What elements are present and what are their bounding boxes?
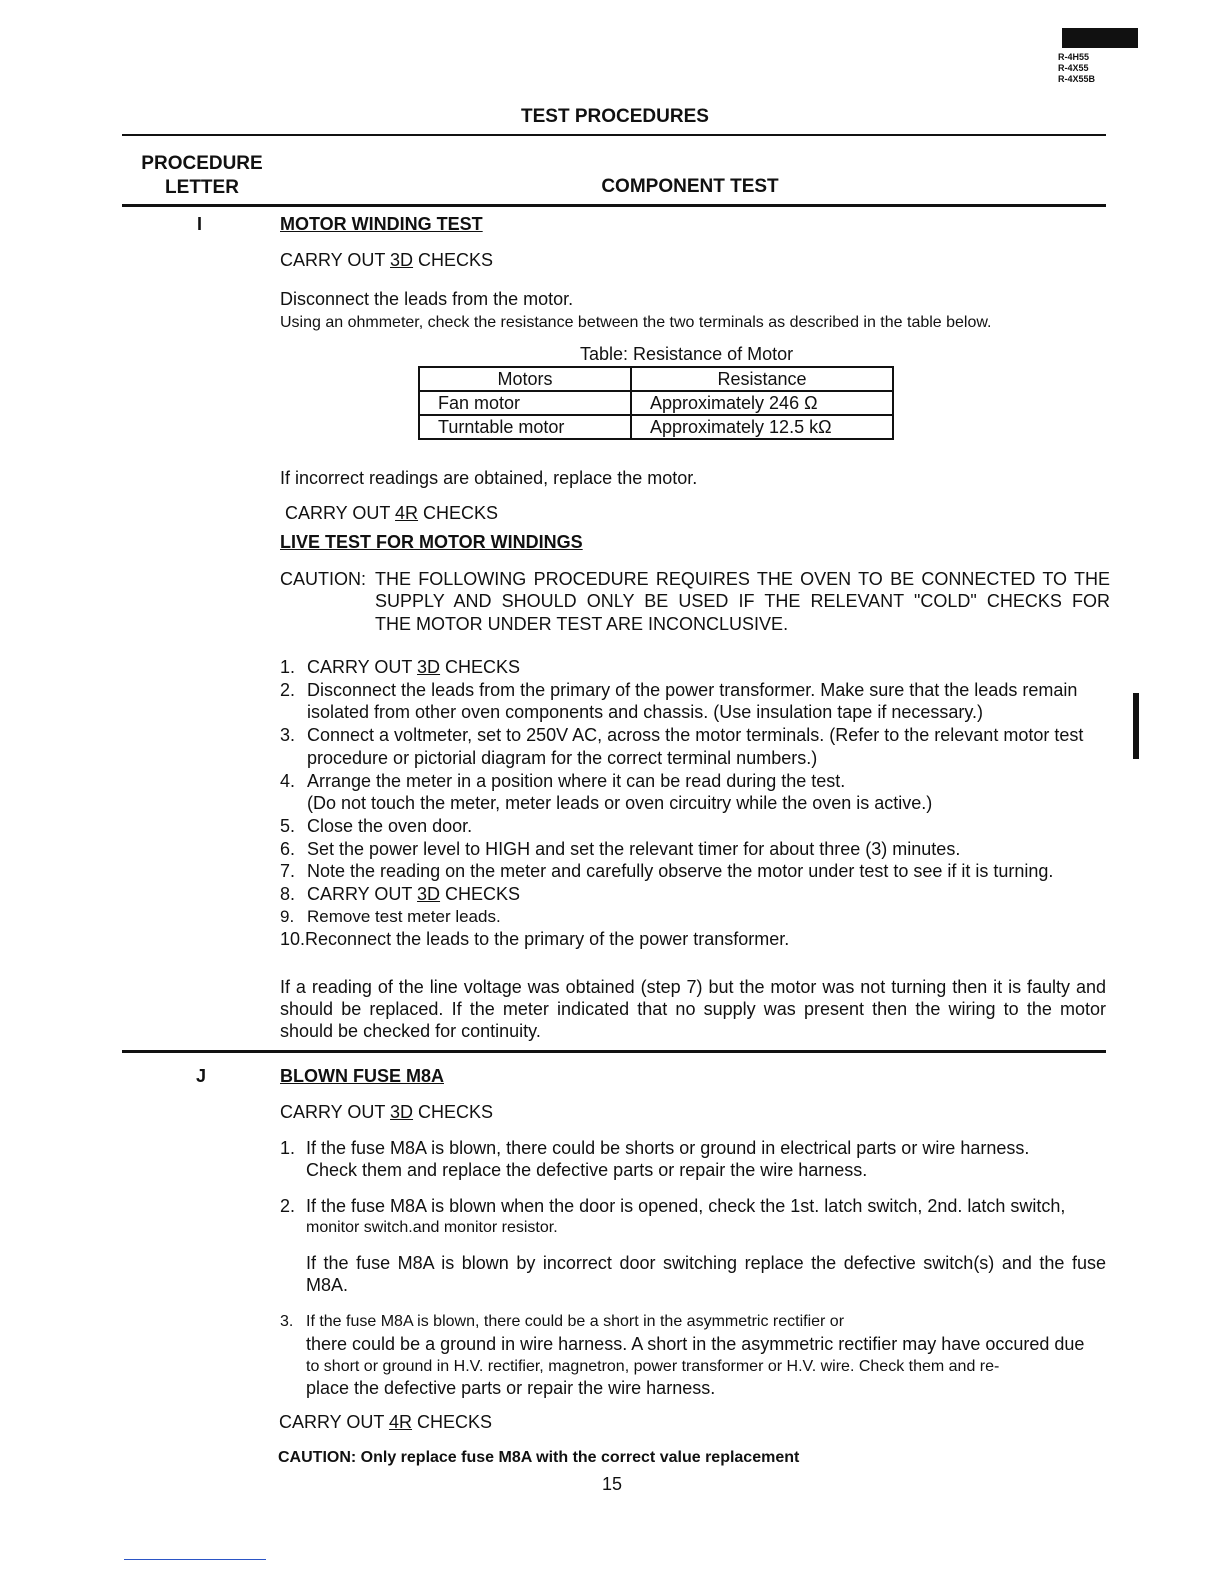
motor-resistance-table [418, 366, 894, 440]
step-number: 1. [280, 657, 296, 677]
list-item [280, 724, 1110, 769]
replace-motor-text: If incorrect readings are obtained, replace the motor. [280, 468, 698, 488]
table-row [419, 415, 893, 439]
carry-text: CHECKS [412, 1412, 493, 1432]
item-paragraph: If the fuse M8A is blown by incorrect door switching replace the defective switch(s) and the fuse M8A. [306, 1253, 1106, 1295]
step-number: 10. [280, 929, 306, 950]
item-line: place the defective parts or repair the wire harness. [306, 1378, 716, 1398]
caution-line: THE MOTOR UNDER TEST ARE INCONCLUSIVE. [375, 614, 789, 634]
table-caption: Table: Resistance of Motor [580, 344, 794, 364]
header-line: PROCEDURE [141, 153, 263, 174]
item-line: If the fuse M8A is blown, there could be a short in the asymmetric rectifier or [306, 1313, 845, 1330]
header-rule [122, 204, 1106, 207]
step-number: 8. [280, 884, 296, 905]
carry-out-4r-checks [285, 502, 498, 524]
step-text-part: CHECKS [440, 884, 521, 905]
caution-label: CAUTION: [280, 569, 367, 589]
step-number: 3. [280, 725, 296, 746]
step-line: Connect a voltmeter, set to 250V AC, across the motor terminals. (Refer to the relevant motor test [307, 725, 1084, 746]
table-cell: Fan motor [419, 391, 631, 415]
carry-text: CARRY OUT [280, 250, 391, 270]
table-cell: Turntable motor [419, 415, 631, 439]
step-text-part: CHECKS [440, 657, 521, 677]
header-line: LETTER [165, 177, 239, 198]
table-header-cell: Motors [419, 367, 631, 391]
carry-out-4r-checks [279, 1411, 492, 1433]
fuse-caution-note: CAUTION: Only replace fuse M8A with the correct value replacement [278, 1449, 800, 1466]
step-number: 7. [280, 861, 296, 882]
step-number: 2. [280, 679, 296, 700]
step-text: Set the power level to HIGH and set the relevant timer for about three (3) minutes. [307, 838, 961, 859]
check-code: 3D [390, 1102, 414, 1122]
section-rule [122, 1050, 1106, 1053]
step-text [307, 770, 1110, 815]
component-test-header: COMPONENT TEST [601, 176, 779, 197]
check-code: 4R [389, 1412, 413, 1432]
carry-text: CHECKS [413, 1102, 494, 1122]
list-item [280, 770, 1110, 815]
table-header-cell: Resistance [631, 367, 893, 391]
model-number: R-4X55B [1058, 74, 1096, 84]
motor-winding-test-heading: MOTOR WINDING TEST [280, 214, 483, 234]
step-text: Note the reading on the meter and carefully observe the motor under test to see if it is turning. [307, 861, 1054, 882]
check-code: 3D [417, 884, 441, 905]
disconnect-leads-text: Disconnect the leads from the motor. [280, 289, 574, 309]
model-number: R-4X55 [1058, 63, 1089, 73]
step-number: 9. [280, 906, 295, 926]
procedure-letter-j: J [196, 1066, 207, 1086]
carry-text: CARRY OUT [280, 1102, 391, 1122]
caution-line: SUPPLY AND SHOULD ONLY BE USED IF THE RELEVANT "COLD" CHECKS FOR [375, 591, 1110, 611]
header-black-block [1062, 28, 1138, 48]
carry-out-3d-checks [280, 1101, 493, 1123]
list-item [280, 815, 1110, 838]
item-line: there could be a ground in wire harness. A short in the asymmetric rectifier may have occured due [306, 1334, 1085, 1354]
check-code: 4R [395, 503, 419, 523]
item-number: 2. [280, 1196, 296, 1216]
list-item [280, 883, 1110, 906]
table-header-row [419, 367, 893, 391]
item-line: If the fuse M8A is blown, there could be shorts or ground in electrical parts or wire harness. [306, 1138, 1030, 1158]
list-item [280, 838, 1110, 861]
procedure-letter-header [122, 152, 282, 200]
item-line: monitor switch.and monitor resistor. [306, 1219, 558, 1236]
step-line: Arrange the meter in a position where it can be read during the test. [307, 770, 846, 791]
step-number: 4. [280, 770, 296, 791]
live-test-heading: LIVE TEST FOR MOTOR WINDINGS [280, 532, 583, 552]
check-code: 3D [417, 657, 441, 677]
procedure-letter-i: I [197, 214, 203, 234]
step-text [307, 883, 1110, 906]
step-text: Remove test meter leads. [307, 906, 501, 926]
list-item [280, 656, 1110, 679]
item-line: Check them and replace the defective parts or repair the wire harness. [306, 1160, 868, 1180]
step-text [307, 724, 1110, 769]
blown-fuse-heading: BLOWN FUSE M8A [280, 1066, 444, 1086]
list-item [280, 928, 1110, 951]
model-list [1058, 52, 1118, 85]
step-text-part: CARRY OUT [307, 657, 418, 677]
live-test-steps [280, 656, 1110, 951]
table-cell: Approximately 246 Ω [631, 391, 893, 415]
step-text [307, 679, 1110, 724]
page-number: 15 [601, 1474, 623, 1494]
carry-text: CARRY OUT [279, 1412, 390, 1432]
caution-line: THE FOLLOWING PROCEDURE REQUIRES THE OVEN TO BE CONNECTED TO THE [375, 569, 1110, 589]
model-number: R-4H55 [1058, 52, 1090, 62]
list-item [280, 860, 1110, 883]
check-code: 3D [390, 250, 414, 270]
list-item [280, 679, 1110, 724]
page-title: TEST PROCEDURES [521, 106, 709, 127]
table-cell: Approximately 12.5 kΩ [631, 415, 893, 439]
carry-text: CHECKS [418, 503, 499, 523]
step-line: procedure or pictorial diagram for the correct terminal numbers.) [307, 747, 818, 768]
item-number: 3. [280, 1313, 294, 1330]
step-line: Disconnect the leads from the primary of the power transformer. Make sure that the leads remain [307, 679, 1078, 700]
carry-text: CHECKS [413, 250, 494, 270]
carry-out-3d-checks [280, 249, 493, 271]
ohmmeter-instruction: Using an ohmmeter, check the resistance between the two terminals as described in the table below. [280, 314, 992, 331]
step-text: Reconnect the leads to the primary of the power transformer. [305, 929, 790, 950]
step-number: 6. [280, 838, 296, 859]
carry-text: CARRY OUT [285, 503, 396, 523]
revision-bar [1133, 693, 1139, 759]
footer-line [124, 1559, 266, 1560]
item-line: to short or ground in H.V. rectifier, magnetron, power transformer or H.V. wire. Check them and re- [306, 1358, 1000, 1375]
conclusion-paragraph: If a reading of the line voltage was obtained (step 7) but the motor was not turning then it is faulty and should be replaced. If the meter indicated that no supply was present then the wiring to the motor should be checked for continuity. [280, 977, 1106, 1041]
table-row [419, 391, 893, 415]
item-line: If the fuse M8A is blown when the door is opened, check the 1st. latch switch, 2nd. latch switch, [306, 1196, 1066, 1216]
step-line: (Do not touch the meter, meter leads or oven circuitry while the oven is active.) [307, 793, 933, 814]
step-text [307, 656, 1110, 679]
list-item [280, 906, 1110, 929]
item-number: 1. [280, 1138, 296, 1158]
title-rule [122, 134, 1106, 136]
step-text-part: CARRY OUT [307, 884, 418, 905]
step-line: isolated from other oven components and chassis. (Use insulation tape if necessary.) [307, 702, 984, 723]
step-text: Close the oven door. [307, 815, 473, 836]
step-number: 5. [280, 815, 296, 836]
